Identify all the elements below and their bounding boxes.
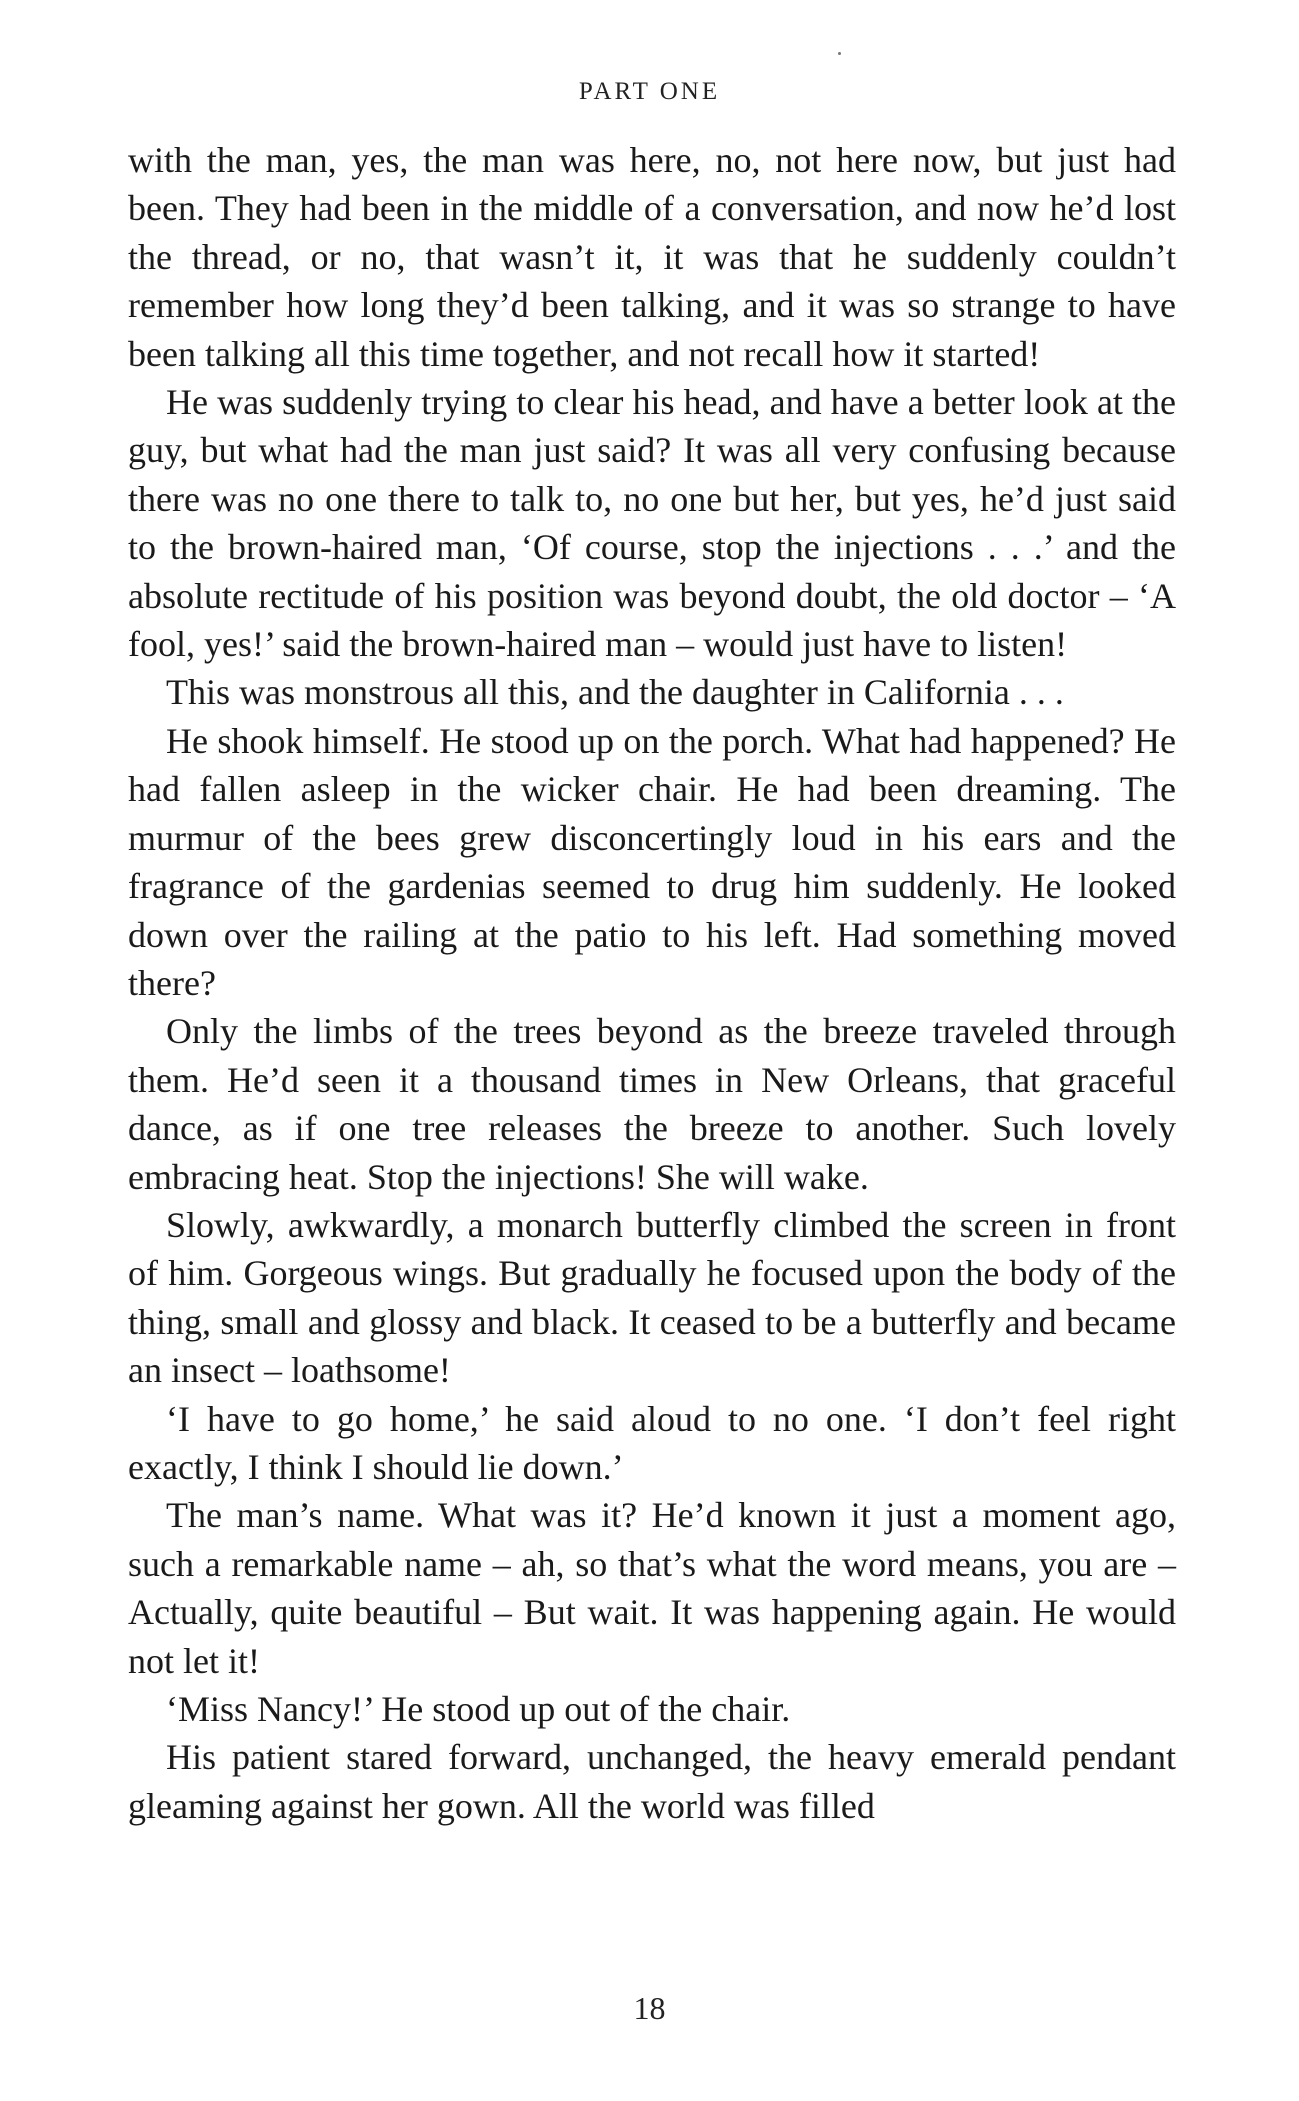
paragraph: The man’s name. What was it? He’d known it just a moment ago, such a remarkable name – ah, so that’s what the word means, you are – Actually, quite beautiful – But wait. It was happening again. He would not let it!: [128, 1495, 1176, 1681]
paragraph: He was suddenly trying to clear his head, and have a better look at the guy, but what had the man just said? It was all very confusing because there was no one there to talk to, no one but her, but yes, he’d just said to the brown-haired man, ‘Of course, stop the injections . . .’ and the absolute rectitude of his position was beyond doubt, the old doctor – ‘A fool, yes!’ said the brown-haired man – would just have to listen!: [128, 382, 1176, 665]
running-head: PART ONE: [578, 78, 721, 105]
page-number: 18: [633, 1990, 666, 2026]
paragraph: This was monstrous all this, and the daughter in California . . .: [166, 672, 1064, 713]
body-text: [128, 136, 1176, 1830]
print-speck: [838, 52, 841, 55]
paragraph: His patient stared forward, unchanged, the heavy emerald pendant gleaming against her gown. All the world was filled: [128, 1737, 1176, 1826]
paragraph: ‘Miss Nancy!’ He stood up out of the chair.: [166, 1689, 791, 1729]
paragraph: He shook himself. He stood up on the porch. What had happened? He had fallen asleep in the wicker chair. He had been dreaming. The murmur of the bees grew disconcertingly loud in his ears and the fragrance of the gardenias seemed to drug him suddenly. He looked down over the railing at the patio to his left. Had something moved there?: [128, 720, 1176, 1003]
paragraph: Slowly, awkwardly, a monarch butterfly climbed the screen in front of him. Gorgeous wings. But gradually he focused upon the body of the thing, small and glossy and black. It ceased to be a butterfly and became an insect – loathsome!: [128, 1204, 1176, 1391]
paragraph: ‘I have to go home,’ he said aloud to no one. ‘I don’t feel right exactly, I think I should lie down.’: [128, 1398, 1176, 1487]
paragraph: Only the limbs of the trees beyond as the breeze traveled through them. He’d seen it a thousand times in New Orleans, that graceful dance, as if one tree releases the breeze to another. Such lovely embracing heat. Stop the injections! She will wake.: [128, 1011, 1176, 1197]
paragraph-continued: with the man, yes, the man was here, no, not here now, but just had been. They had been in the middle of a conversation, and now he’d lost the thread, or no, that wasn’t it, it was that he suddenly couldn’t remember how long they’d been talking, and it was so strange to have been talking all this time together, and not recall how it started!: [128, 140, 1176, 374]
